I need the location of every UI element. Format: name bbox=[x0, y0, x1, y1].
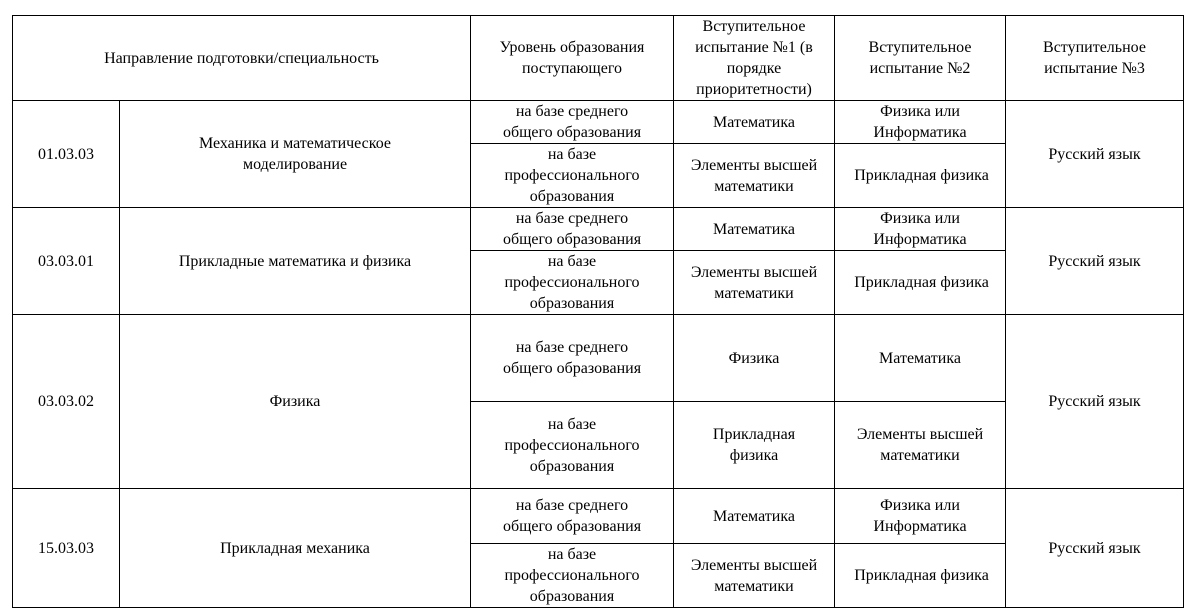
exam2-text: Элементы высшей математики bbox=[856, 426, 984, 464]
exam1-text: Математика bbox=[713, 220, 795, 238]
program-name bbox=[120, 489, 471, 608]
level-cell bbox=[471, 208, 674, 251]
exam3-cell bbox=[1006, 489, 1184, 608]
program-name-text: Механика и математическое моделирование bbox=[198, 135, 392, 173]
header-direction-text: Направление подготовки/специальность bbox=[104, 49, 379, 67]
header-level-text: Уровень образования поступающего bbox=[499, 39, 645, 77]
header-exam2-text: Вступительное испытание №2 bbox=[868, 39, 972, 77]
exam1-cell bbox=[674, 101, 835, 144]
level-text: на базе профессионального образования bbox=[504, 253, 640, 312]
exam3-cell bbox=[1006, 208, 1184, 315]
admission-exams-table bbox=[12, 15, 1184, 608]
level-cell bbox=[471, 315, 674, 402]
program-code bbox=[13, 208, 120, 315]
header-row bbox=[13, 16, 1184, 101]
exam3-cell bbox=[1006, 315, 1184, 489]
exam2-text: Физика или Информатика bbox=[873, 497, 967, 535]
exam2-text: Математика bbox=[879, 349, 961, 367]
header-direction bbox=[13, 16, 471, 101]
level-text: на базе среднего общего образования bbox=[502, 103, 642, 141]
exam2-text: Физика или Информатика bbox=[873, 210, 967, 248]
program-code-text: 03.03.01 bbox=[38, 252, 94, 270]
program-name bbox=[120, 101, 471, 208]
exam2-cell bbox=[835, 402, 1006, 489]
program-code-text: 01.03.03 bbox=[38, 145, 94, 163]
exam1-text: Физика bbox=[728, 349, 780, 367]
header-level bbox=[471, 16, 674, 101]
table-row bbox=[13, 101, 1184, 144]
level-cell bbox=[471, 144, 674, 208]
exam1-text: Математика bbox=[713, 507, 795, 525]
exam1-text: Математика bbox=[713, 113, 795, 131]
exam2-cell bbox=[835, 208, 1006, 251]
header-exam1 bbox=[674, 16, 835, 101]
exam1-text: Элементы высшей математики bbox=[690, 156, 818, 195]
exam2-cell bbox=[835, 315, 1006, 402]
level-cell bbox=[471, 544, 674, 608]
exam1-text: Элементы высшей математики bbox=[690, 263, 818, 302]
table-row bbox=[13, 208, 1184, 251]
exam3-text: Русский язык bbox=[1048, 393, 1141, 410]
program-name bbox=[120, 315, 471, 489]
exam2-cell bbox=[835, 101, 1006, 144]
program-name-text: Прикладная механика bbox=[220, 539, 370, 557]
exam1-cell bbox=[674, 208, 835, 251]
exam1-cell bbox=[674, 544, 835, 608]
exam3-text: Русский язык bbox=[1048, 145, 1141, 163]
exam2-cell bbox=[835, 144, 1006, 208]
program-code-text: 15.03.03 bbox=[38, 539, 94, 557]
header-exam3 bbox=[1006, 16, 1184, 101]
exam1-cell bbox=[674, 251, 835, 315]
header-exam2 bbox=[835, 16, 1006, 101]
exam1-text: Элементы высшей математики bbox=[690, 556, 818, 595]
level-text: на базе профессионального образования bbox=[504, 546, 640, 605]
table-row bbox=[13, 489, 1184, 544]
level-text: на базе профессионального образования bbox=[504, 146, 640, 205]
exam3-text: Русский язык bbox=[1048, 252, 1141, 270]
level-text: на базе профессионального образования bbox=[504, 415, 640, 475]
level-text: на базе среднего общего образования bbox=[502, 497, 642, 535]
level-cell bbox=[471, 101, 674, 144]
program-code bbox=[13, 101, 120, 208]
exam1-text: Прикладная физика bbox=[712, 426, 796, 464]
exam2-cell bbox=[835, 489, 1006, 544]
exam3-cell bbox=[1006, 101, 1184, 208]
exam2-text: Прикладная физика bbox=[854, 274, 989, 291]
program-code bbox=[13, 489, 120, 608]
level-text: на базе среднего общего образования bbox=[502, 339, 642, 377]
level-cell bbox=[471, 489, 674, 544]
table-row bbox=[13, 315, 1184, 402]
program-name bbox=[120, 208, 471, 315]
exam2-text: Прикладная физика bbox=[854, 567, 989, 584]
exam1-cell bbox=[674, 315, 835, 402]
program-name-text: Прикладные математика и физика bbox=[178, 252, 412, 270]
program-name-text: Физика bbox=[269, 393, 321, 410]
level-text: на базе среднего общего образования bbox=[502, 210, 642, 248]
program-code-text: 03.03.02 bbox=[38, 393, 94, 410]
exam1-cell bbox=[674, 402, 835, 489]
header-exam3-text: Вступительное испытание №3 bbox=[1043, 39, 1146, 77]
exam2-cell bbox=[835, 544, 1006, 608]
header-exam1-text: Вступительное испытание №1 (в порядке приоритетности) bbox=[695, 18, 813, 98]
level-cell bbox=[471, 251, 674, 315]
exam3-text: Русский язык bbox=[1048, 539, 1141, 557]
exam2-text: Прикладная физика bbox=[854, 167, 989, 184]
exam1-cell bbox=[674, 489, 835, 544]
exam2-cell bbox=[835, 251, 1006, 315]
program-code bbox=[13, 315, 120, 489]
exam2-text: Физика или Информатика bbox=[873, 103, 967, 141]
level-cell bbox=[471, 402, 674, 489]
exam1-cell bbox=[674, 144, 835, 208]
